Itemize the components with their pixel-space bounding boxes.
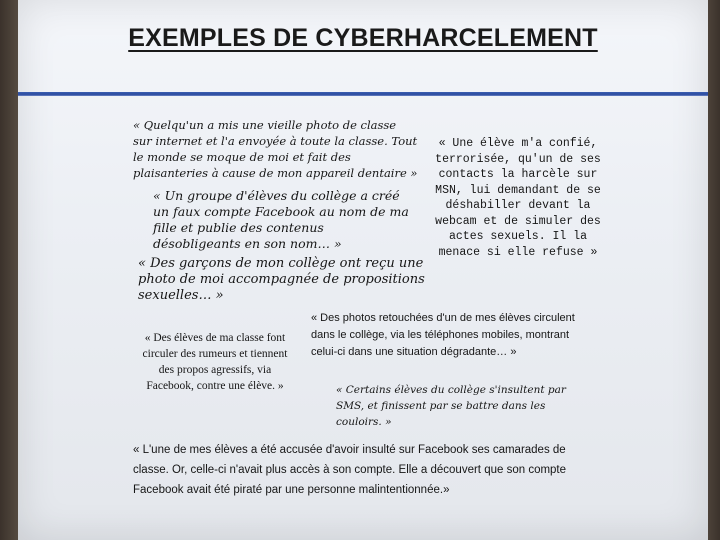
projected-slide <box>18 0 708 540</box>
quote-hacked-facebook-account: « L'une de mes élèves a été accusée d'avoir insulté sur Facebook ses camarades de classe. Or, celle-ci n'avait plus accès à son compte. Elle a découvert que son compte Facebook avait été piraté par une personne malintentionnée.» <box>133 444 567 496</box>
title-divider <box>18 92 708 96</box>
quote-old-class-photo: « Quelqu'un a mis une vieille photo de classe sur internet et l'a envoyée à toute la classe. Tout le monde se moque de moi et fait des plaisanteries à cause de mon appareil dentaire » <box>133 118 418 180</box>
slide-title: EXEMPLES DE CYBERHARCELEMENT <box>128 24 598 52</box>
quote-facebook-rumours: « Des élèves de ma classe font circuler des rumeurs et tiennent des propos agressifs, via Facebook, contre une élève. » <box>142 332 288 392</box>
quote-photo-with-propositions: « Des garçons de mon collège ont reçu une photo de moi accompagnée de propositions sexuelles… » <box>138 256 425 303</box>
quote-retouched-photos: « Des photos retouchées d'un de mes élèves circulent dans le collège, via les téléphones mobiles, montrant celui-ci dans une situation dégradante… » <box>311 312 575 358</box>
quote-fake-facebook-account: « Un groupe d'élèves du collège a créé un faux compte Facebook au nom de ma fille et publie des contenus désobligeants en son nom… » <box>153 188 409 251</box>
quote-msn-webcam-harassment: « Une élève m'a confié, terrorisée, qu'un de ses contacts la harcèle sur MSN, lui demandant de se déshabiller devant la webcam et de simuler des actes sexuels. Il la menace si elle refuse » <box>435 137 601 259</box>
quote-sms-insults: « Certains élèves du collège s'insultent par SMS, et finissent par se battre dans les couloirs. » <box>336 384 566 428</box>
